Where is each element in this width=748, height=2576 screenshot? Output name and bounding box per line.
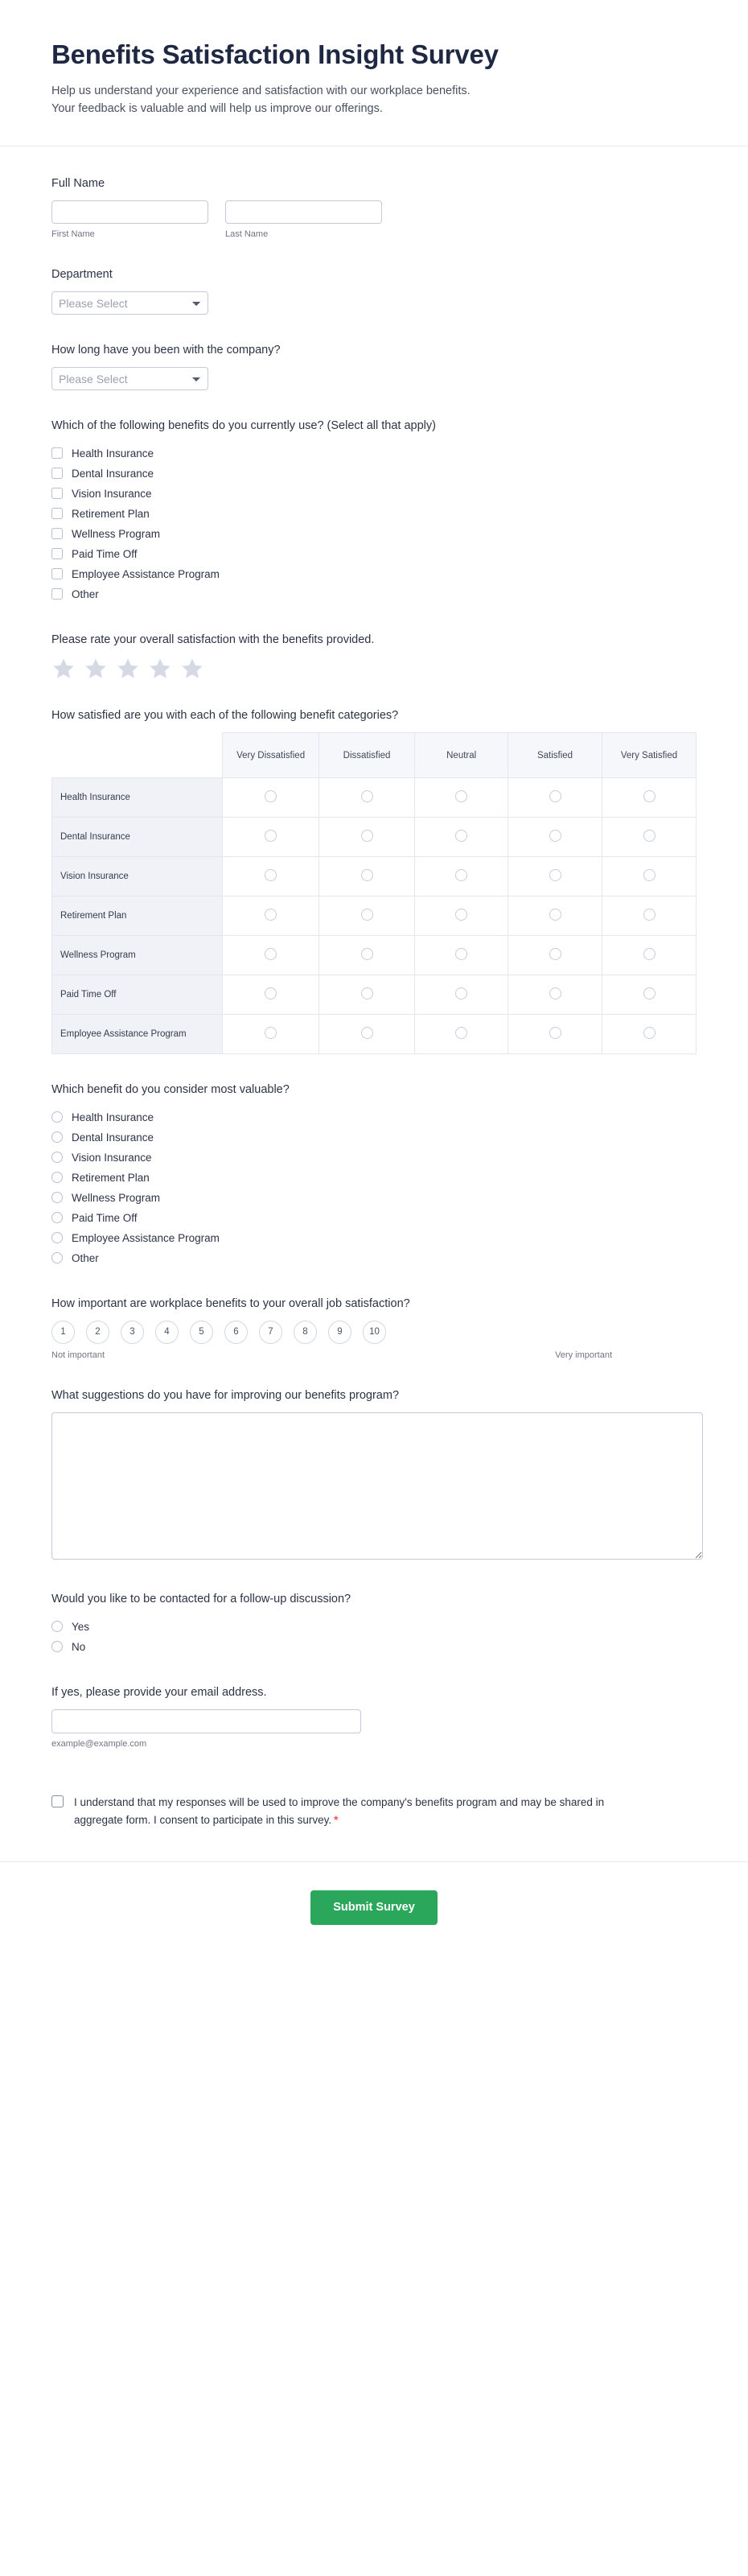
checkbox-label: Paid Time Off (72, 547, 138, 560)
first-name-input[interactable] (51, 200, 208, 224)
matrix-cell[interactable] (508, 818, 602, 857)
matrix-cell[interactable] (415, 896, 508, 936)
matrix-cell[interactable] (319, 1015, 414, 1054)
radio-icon[interactable] (361, 909, 373, 921)
radio-option[interactable] (51, 1107, 697, 1127)
scale-option[interactable]: 9 (328, 1321, 351, 1344)
matrix-cell[interactable] (223, 975, 319, 1015)
satisfaction-matrix (51, 732, 697, 1054)
matrix-column-header: Dissatisfied (319, 733, 414, 778)
suggestions-textarea[interactable] (51, 1412, 703, 1560)
checkbox-option[interactable] (51, 504, 697, 524)
tenure-select[interactable] (51, 367, 208, 390)
matrix-row-header: Retirement Plan (52, 896, 223, 936)
radio-label: Dental Insurance (72, 1131, 154, 1144)
email-sublabel: example@example.com (51, 1738, 147, 1749)
question-overall-rating (51, 632, 697, 680)
matrix-row-header: Dental Insurance (52, 818, 223, 857)
scale-option[interactable]: 3 (121, 1321, 144, 1344)
radio-label: Retirement Plan (72, 1171, 150, 1184)
matrix-cell[interactable] (415, 818, 508, 857)
tenure-label: How long have you been with the company? (51, 344, 281, 357)
radio-label: Vision Insurance (72, 1151, 152, 1164)
form-description-line2: Your feedback is valuable and will help us improve our offerings. (51, 102, 383, 116)
scale-left-label: Not important (51, 1350, 105, 1360)
matrix-row-header: Paid Time Off (52, 975, 223, 1015)
consent-text (74, 1794, 637, 1829)
matrix-cell[interactable] (319, 778, 414, 818)
first-name-sublabel: First Name (51, 229, 95, 239)
radio-icon[interactable] (643, 1027, 656, 1039)
matrix-cell[interactable] (223, 818, 319, 857)
radio-icon[interactable] (361, 790, 373, 802)
matrix-cell[interactable] (602, 896, 697, 936)
question-benefits-used (51, 418, 697, 604)
most-valuable-options (51, 1107, 697, 1268)
radio-icon[interactable] (51, 1641, 63, 1652)
follow-up-options (51, 1617, 697, 1657)
radio-option-no[interactable] (51, 1637, 697, 1657)
checkbox-label: Retirement Plan (72, 507, 150, 520)
radio-icon[interactable] (549, 909, 561, 921)
radio-icon[interactable] (455, 948, 467, 960)
matrix-cell[interactable] (508, 1015, 602, 1054)
matrix-label: How satisfied are you with each of the following benefit categories? (51, 709, 399, 723)
email-label: If yes, please provide your email address. (51, 1685, 267, 1699)
last-name-input[interactable] (225, 200, 382, 224)
scale-option[interactable]: 2 (86, 1321, 109, 1344)
radio-option[interactable] (51, 1188, 697, 1208)
checkbox-icon[interactable] (51, 548, 63, 559)
matrix-cell[interactable] (508, 975, 602, 1015)
star-icon[interactable] (84, 657, 108, 680)
matrix-cell[interactable] (602, 778, 697, 818)
radio-icon[interactable] (51, 1152, 63, 1163)
matrix-cell[interactable] (602, 936, 697, 975)
department-select[interactable] (51, 291, 208, 315)
checkbox-label: Vision Insurance (72, 487, 152, 500)
consent-checkbox-icon[interactable] (51, 1795, 64, 1807)
radio-option[interactable] (51, 1168, 697, 1188)
matrix-row (52, 818, 697, 857)
radio-icon[interactable] (643, 790, 656, 802)
matrix-cell[interactable] (415, 1015, 508, 1054)
scale-right-label: Very important (555, 1350, 612, 1360)
matrix-row (52, 778, 697, 818)
radio-icon[interactable] (549, 830, 561, 842)
radio-icon[interactable] (643, 909, 656, 921)
last-name-sublabel: Last Name (225, 229, 269, 239)
form-header (0, 0, 748, 146)
radio-icon[interactable] (455, 830, 467, 842)
radio-label: Health Insurance (72, 1111, 154, 1123)
radio-icon[interactable] (643, 869, 656, 881)
full-name-label: Full Name (51, 176, 105, 190)
checkbox-label: Wellness Program (72, 527, 161, 540)
matrix-row-header: Health Insurance (52, 778, 223, 818)
checkbox-option[interactable] (51, 484, 697, 504)
radio-option-yes[interactable] (51, 1617, 697, 1637)
radio-option[interactable] (51, 1248, 697, 1268)
radio-icon[interactable] (455, 790, 467, 802)
radio-icon[interactable] (51, 1212, 63, 1223)
matrix-cell[interactable] (415, 936, 508, 975)
radio-icon[interactable] (549, 790, 561, 802)
question-importance (51, 1296, 697, 1360)
radio-option[interactable] (51, 1127, 697, 1148)
matrix-cell[interactable] (223, 1015, 319, 1054)
radio-icon[interactable] (455, 909, 467, 921)
page-title: Benefits Satisfaction Insight Survey (51, 39, 499, 69)
form-description (51, 82, 697, 118)
importance-label: How important are workplace benefits to your overall job satisfaction? (51, 1296, 410, 1310)
matrix-cell[interactable] (319, 936, 414, 975)
checkbox-icon[interactable] (51, 568, 63, 579)
radio-icon[interactable] (549, 948, 561, 960)
checkbox-option[interactable] (51, 464, 697, 484)
radio-icon[interactable] (643, 948, 656, 960)
scale-option[interactable]: 6 (224, 1321, 248, 1344)
checkbox-icon[interactable] (51, 488, 63, 499)
full-name-row (51, 200, 697, 239)
checkbox-label: Dental Insurance (72, 467, 154, 480)
radio-icon[interactable] (265, 1027, 277, 1039)
radio-icon[interactable] (455, 869, 467, 881)
question-suggestions (51, 1387, 697, 1564)
checkbox-icon[interactable] (51, 588, 63, 600)
radio-icon[interactable] (361, 987, 373, 999)
question-email (51, 1684, 697, 1749)
form-description-line1: Help us understand your experience and satisfaction with our workplace benefits. (51, 84, 471, 97)
consent-statement: I understand that my responses will be used to improve the company's benefits program and may be shared in aggregate form. I consent to participate in this survey. (74, 1795, 605, 1826)
radio-icon[interactable] (51, 1232, 63, 1243)
radio-icon[interactable] (549, 869, 561, 881)
radio-icon[interactable] (455, 987, 467, 999)
radio-icon[interactable] (265, 909, 277, 921)
radio-icon[interactable] (51, 1621, 63, 1632)
radio-icon[interactable] (51, 1111, 63, 1123)
matrix-row (52, 1015, 697, 1054)
radio-icon[interactable] (643, 830, 656, 842)
matrix-cell[interactable] (508, 896, 602, 936)
consent-row[interactable] (51, 1776, 697, 1829)
matrix-cell[interactable] (508, 857, 602, 896)
radio-icon[interactable] (51, 1131, 63, 1143)
checkbox-icon[interactable] (51, 447, 63, 459)
radio-label: Paid Time Off (72, 1211, 138, 1224)
most-valuable-label: Which benefit do you consider most valuable? (51, 1083, 290, 1097)
radio-label: Yes (72, 1620, 90, 1633)
matrix-column-header: Satisfied (508, 733, 602, 778)
submit-button[interactable]: Submit Survey (310, 1890, 438, 1925)
matrix-row (52, 896, 697, 936)
matrix-cell[interactable] (602, 1015, 697, 1054)
matrix-row-header: Employee Assistance Program (52, 1015, 223, 1054)
scale-option[interactable]: 8 (294, 1321, 317, 1344)
matrix-cell[interactable] (415, 975, 508, 1015)
radio-icon[interactable] (265, 830, 277, 842)
matrix-cell[interactable] (602, 818, 697, 857)
matrix-cell[interactable] (223, 778, 319, 818)
suggestions-label: What suggestions do you have for improving our benefits program? (51, 1388, 400, 1402)
question-tenure (51, 342, 697, 390)
matrix-cell[interactable] (319, 896, 414, 936)
checkbox-label: Other (72, 587, 99, 600)
radio-label: No (72, 1640, 86, 1653)
form-footer (0, 1861, 748, 1973)
star-icon[interactable] (148, 657, 172, 680)
radio-icon[interactable] (643, 987, 656, 999)
checkbox-option[interactable] (51, 524, 697, 544)
checkbox-label: Health Insurance (72, 447, 154, 460)
matrix-header-row (52, 733, 697, 778)
matrix-cell[interactable] (319, 818, 414, 857)
question-department (51, 266, 697, 315)
radio-option[interactable] (51, 1148, 697, 1168)
question-follow-up (51, 1591, 697, 1656)
department-label: Department (51, 267, 113, 281)
question-satisfaction-matrix (51, 707, 697, 1054)
star-icon[interactable] (180, 657, 204, 680)
scale-option[interactable]: 10 (363, 1321, 386, 1344)
matrix-row (52, 975, 697, 1015)
radio-icon[interactable] (549, 1027, 561, 1039)
radio-icon[interactable] (361, 830, 373, 842)
matrix-column-header: Very Dissatisfied (223, 733, 319, 778)
matrix-cell[interactable] (319, 857, 414, 896)
matrix-cell[interactable] (223, 896, 319, 936)
overall-rating-label: Please rate your overall satisfaction with the benefits provided. (51, 633, 375, 646)
benefits-used-label: Which of the following benefits do you currently use? (Select all that apply) (51, 419, 436, 433)
star-icon[interactable] (116, 657, 140, 680)
required-asterisk: * (334, 1813, 339, 1826)
matrix-cell[interactable] (508, 936, 602, 975)
radio-icon[interactable] (549, 987, 561, 999)
radio-option[interactable] (51, 1228, 697, 1248)
checkbox-option[interactable] (51, 564, 697, 584)
checkbox-icon[interactable] (51, 468, 63, 479)
radio-option[interactable] (51, 1208, 697, 1228)
matrix-cell[interactable] (415, 778, 508, 818)
checkbox-label: Employee Assistance Program (72, 567, 220, 580)
matrix-cell[interactable] (223, 857, 319, 896)
matrix-cell[interactable] (602, 975, 697, 1015)
scale-option[interactable]: 5 (190, 1321, 213, 1344)
matrix-row (52, 936, 697, 975)
radio-icon[interactable] (361, 948, 373, 960)
radio-icon[interactable] (51, 1252, 63, 1263)
matrix-column-header: Very Satisfied (602, 733, 697, 778)
radio-icon[interactable] (265, 869, 277, 881)
follow-up-label: Would you like to be contacted for a follow-up discussion? (51, 1593, 351, 1606)
matrix-cell[interactable] (508, 778, 602, 818)
radio-icon[interactable] (265, 790, 277, 802)
matrix-column-header: Neutral (415, 733, 508, 778)
benefits-used-options (51, 443, 697, 604)
matrix-row (52, 857, 697, 896)
scale-endpoint-labels (51, 1350, 612, 1360)
last-name-col (225, 200, 382, 239)
matrix-cell[interactable] (319, 975, 414, 1015)
matrix-row-header: Vision Insurance (52, 857, 223, 896)
radio-icon[interactable] (265, 987, 277, 999)
email-field[interactable] (51, 1709, 361, 1733)
scale-option[interactable]: 1 (51, 1321, 75, 1344)
radio-icon[interactable] (361, 1027, 373, 1039)
radio-label: Other (72, 1251, 99, 1264)
scale-option[interactable]: 7 (259, 1321, 282, 1344)
checkbox-icon[interactable] (51, 508, 63, 519)
radio-icon[interactable] (51, 1192, 63, 1203)
matrix-corner (52, 733, 223, 778)
checkbox-option[interactable] (51, 443, 697, 464)
scale-option[interactable]: 4 (155, 1321, 179, 1344)
star-rating[interactable] (51, 657, 697, 680)
checkbox-option[interactable] (51, 584, 697, 604)
matrix-cell[interactable] (415, 857, 508, 896)
form-body (0, 146, 748, 1829)
matrix-cell[interactable] (602, 857, 697, 896)
radio-icon[interactable] (265, 948, 277, 960)
matrix-row-header: Wellness Program (52, 936, 223, 975)
importance-scale (51, 1321, 697, 1344)
radio-icon[interactable] (51, 1172, 63, 1183)
radio-label: Employee Assistance Program (72, 1231, 220, 1244)
first-name-col (51, 200, 208, 239)
matrix-cell[interactable] (223, 936, 319, 975)
checkbox-option[interactable] (51, 544, 697, 564)
radio-icon[interactable] (455, 1027, 467, 1039)
star-icon[interactable] (51, 657, 76, 680)
question-full-name (51, 175, 697, 239)
radio-label: Wellness Program (72, 1191, 161, 1204)
checkbox-icon[interactable] (51, 528, 63, 539)
question-most-valuable (51, 1082, 697, 1267)
radio-icon[interactable] (361, 869, 373, 881)
